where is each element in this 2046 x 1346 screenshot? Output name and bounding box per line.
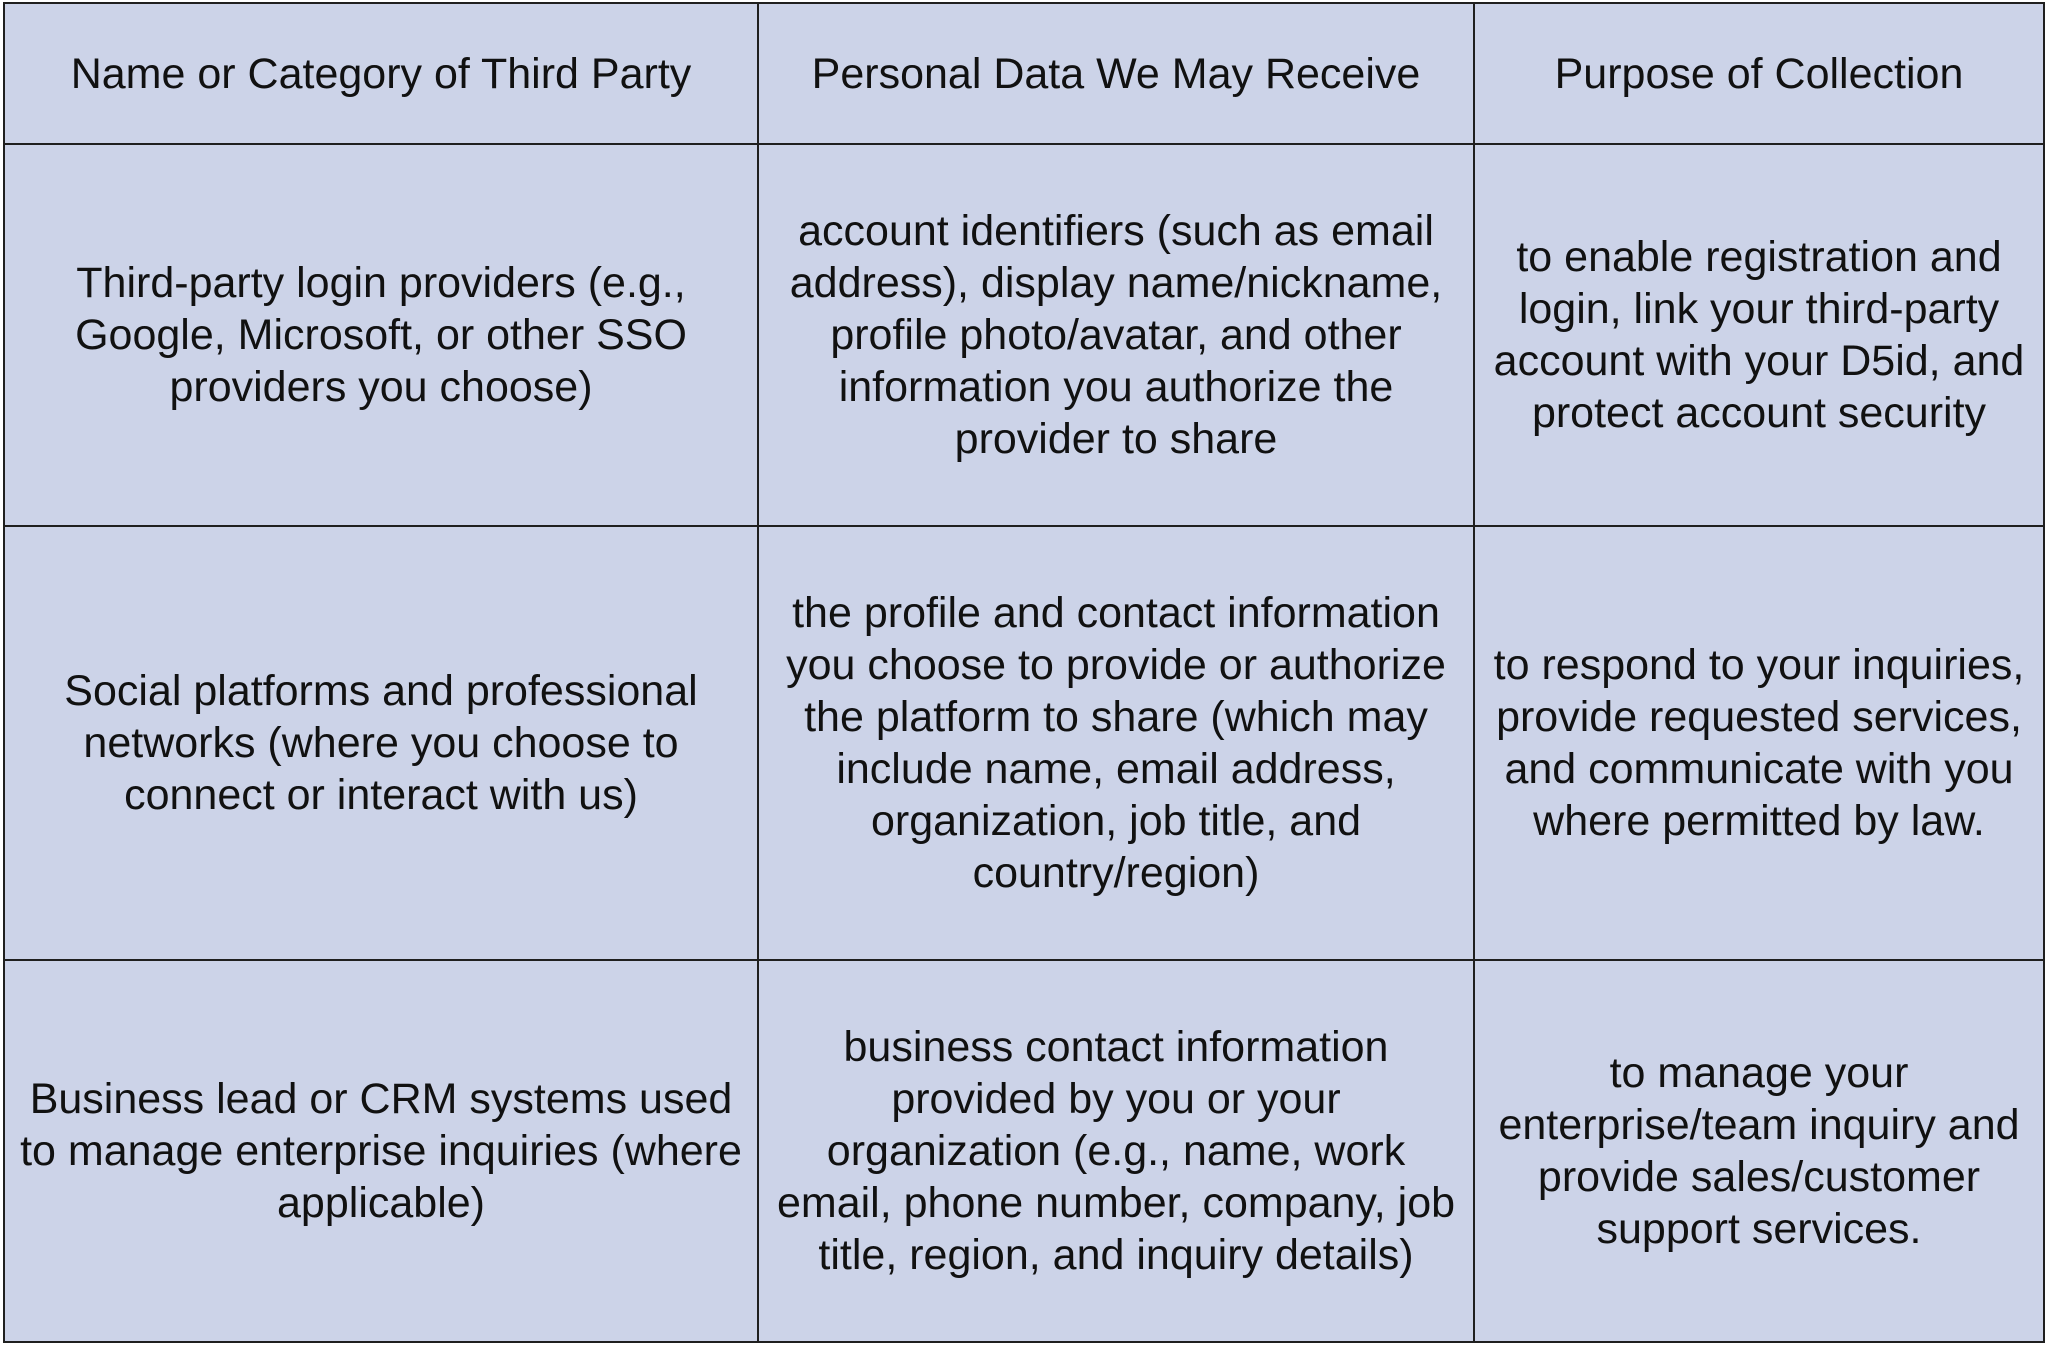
cell-purpose: to respond to your inquiries, provide requested services, and communicate with you where permitted by law. [1474,526,2044,960]
cell-personal-data: account identifiers (such as email address), display name/nickname, profile photo/avatar, and other information you authorize the provider to share [758,144,1474,526]
cell-personal-data: business contact information provided by you or your organization (e.g., name, work email, phone number, company, job title, region, and inquiry details) [758,960,1474,1342]
table-row [4,526,2044,960]
table-row [4,960,2044,1342]
header-purpose: Purpose of Collection [1474,3,2044,144]
table-header-row [4,3,2044,144]
cell-third-party: Third-party login providers (e.g., Google, Microsoft, or other SSO providers you choose) [4,144,758,526]
third-party-data-table [3,2,2045,1343]
cell-purpose: to enable registration and login, link your third-party account with your D5id, and protect account security [1474,144,2044,526]
cell-personal-data: the profile and contact information you choose to provide or authorize the platform to share (which may include name, email address, organization, job title, and country/region) [758,526,1474,960]
header-third-party: Name or Category of Third Party [4,3,758,144]
header-personal-data: Personal Data We May Receive [758,3,1474,144]
cell-third-party: Business lead or CRM systems used to manage enterprise inquiries (where applicable) [4,960,758,1342]
cell-third-party: Social platforms and professional networks (where you choose to connect or interact with us) [4,526,758,960]
cell-purpose: to manage your enterprise/team inquiry and provide sales/customer support services. [1474,960,2044,1342]
table-row [4,144,2044,526]
